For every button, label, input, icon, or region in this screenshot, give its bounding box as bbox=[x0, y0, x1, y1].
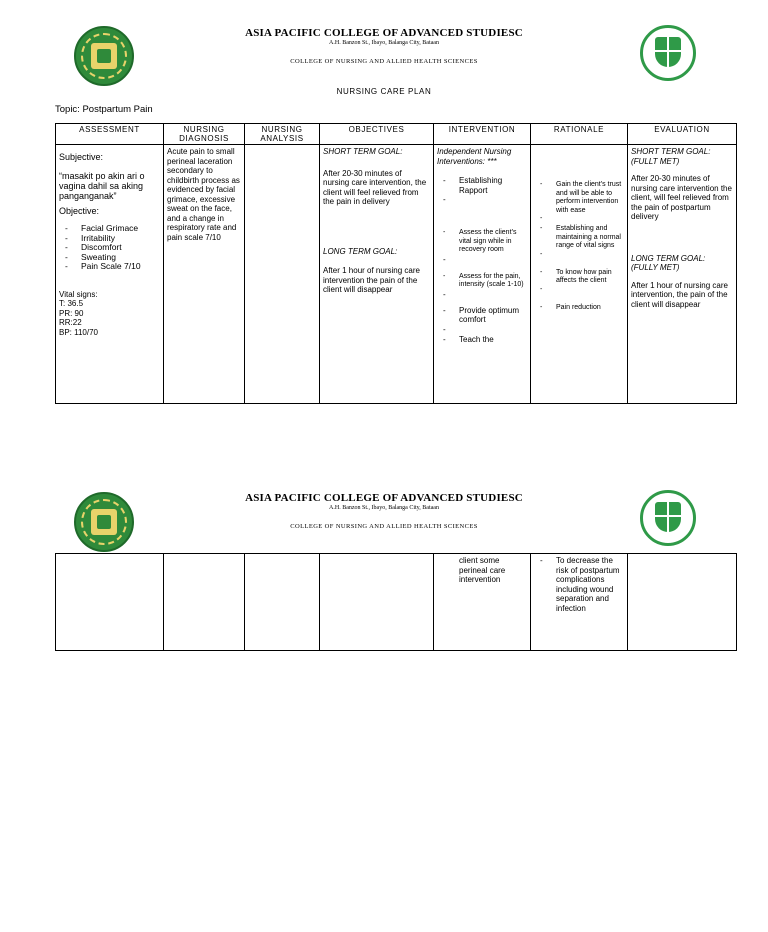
assessment-cell bbox=[56, 554, 164, 651]
vital-rr: RR:22 bbox=[59, 318, 82, 327]
list-item: - Establishing Rapport bbox=[437, 176, 527, 195]
list-item: - Assess for the pain, intensity (scale 1-10) bbox=[437, 273, 527, 290]
spacer bbox=[437, 325, 527, 335]
col-diagnosis: NURSING DIAGNOSIS bbox=[164, 124, 245, 145]
list-item: - Facial Grimace bbox=[59, 224, 160, 234]
evaluation-cell bbox=[628, 145, 737, 404]
college-name: COLLEGE OF NURSING AND ALLIED HEALTH SCIENCES bbox=[290, 58, 478, 65]
diagnosis-cell bbox=[164, 554, 245, 651]
rationale-list bbox=[534, 181, 624, 312]
spacer bbox=[437, 195, 527, 229]
eval-short-label: SHORT TERM GOAL: (FULLT MET) bbox=[631, 147, 711, 166]
list-item: - Teach the bbox=[437, 335, 527, 345]
care-plan-table bbox=[55, 123, 737, 404]
vitals-label: Vital signs: bbox=[59, 289, 98, 299]
eval-short-text: After 20-30 minutes of nursing care intervention the client, will feel relieved from the pain of postpartum delivery bbox=[631, 174, 732, 221]
plan-title: NURSING CARE PLAN bbox=[336, 87, 432, 96]
col-assessment: ASSESSMENT bbox=[56, 124, 164, 145]
vital-pr: PR: 90 bbox=[59, 308, 84, 318]
spacer bbox=[534, 215, 624, 225]
subjective-quote: “masakit po akin ari o vagina dahil sa aking panganganak” bbox=[59, 170, 145, 201]
eval-long-label: LONG TERM GOAL: (FULLY MET) bbox=[631, 253, 706, 272]
list-item: - To decrease the risk of postpartum complications including wound separation and infection bbox=[534, 556, 624, 613]
spacer bbox=[534, 251, 624, 269]
list-item: - Assess the client’s vital sign while in recovery room bbox=[437, 229, 527, 255]
list-item: - Discomfort bbox=[59, 243, 160, 253]
list-item: - Gain the client’s trust and will be able to perform intervention with ease bbox=[534, 181, 624, 215]
col-analysis: NURSING ANALYSIS bbox=[245, 124, 320, 145]
rationale-cell bbox=[531, 554, 628, 651]
intervention-continued: client some perineal care intervention bbox=[459, 556, 506, 584]
list-item: - Pain Scale 7/10 bbox=[59, 262, 160, 272]
analysis-cell bbox=[245, 554, 320, 651]
objectives-cell bbox=[320, 145, 434, 404]
list-item: - Provide optimum comfort bbox=[437, 306, 527, 325]
school-address: A.H. Banzon St., Ibayo, Balanga City, Bataan bbox=[329, 40, 439, 46]
evaluation-cell bbox=[628, 554, 737, 651]
list-item: - To know how pain affects the client bbox=[534, 269, 624, 286]
vital-temp: T: 36.5 bbox=[59, 299, 84, 308]
topic-label: Topic: Postpartum Pain bbox=[55, 104, 153, 115]
col-objectives: OBJECTIVES bbox=[320, 124, 434, 145]
spacer bbox=[534, 286, 624, 304]
list-item: - Establishing and maintaining a normal range of vital signs bbox=[534, 225, 624, 251]
school-name: ASIA PACIFIC COLLEGE OF ADVANCED STUDIESC bbox=[245, 492, 523, 504]
school-address: A.H. Banzon St., Ibayo, Balanga City, Bataan bbox=[329, 505, 439, 511]
long-term-goal-label: LONG TERM GOAL: bbox=[323, 246, 398, 256]
intervention-cell bbox=[434, 554, 531, 651]
care-plan-table-continued bbox=[55, 553, 737, 651]
page1-header bbox=[0, 27, 768, 46]
short-term-goal-text: After 20-30 minutes of nursing care intervention, the client will feel relieved from the pain in delivery bbox=[323, 168, 427, 206]
list-item: - Pain reduction bbox=[534, 304, 624, 313]
objective-label: Objective: bbox=[59, 205, 100, 216]
page2-header bbox=[0, 492, 768, 511]
col-intervention: INTERVENTION bbox=[434, 124, 531, 145]
list-item: - Sweating bbox=[59, 253, 160, 263]
intervention-cell bbox=[434, 145, 531, 404]
school-name: ASIA PACIFIC COLLEGE OF ADVANCED STUDIESC bbox=[245, 27, 523, 39]
subjective-label: Subjective: bbox=[59, 152, 104, 162]
diagnosis-cell: Acute pain to small perineal laceration secondary to childbirth process as evidenced by facial grimace, excessive sweat on the face, and a change in respiratory rate and pain scale 7/10 bbox=[164, 145, 245, 404]
eval-long-text: After 1 hour of nursing care intervention, the pain of the client will disappear bbox=[631, 280, 728, 309]
long-term-goal-text: After 1 hour of nursing care intervention the pain of the client will disappear bbox=[323, 266, 420, 294]
college-name: COLLEGE OF NURSING AND ALLIED HEALTH SCIENCES bbox=[290, 523, 478, 530]
col-rationale: RATIONALE bbox=[531, 124, 628, 145]
objective-list bbox=[59, 224, 160, 272]
rationale-list bbox=[534, 556, 624, 613]
spacer bbox=[437, 290, 527, 306]
objectives-cell bbox=[320, 554, 434, 651]
intervention-list bbox=[437, 176, 527, 344]
assessment-cell bbox=[56, 145, 164, 404]
list-item: - Irritability bbox=[59, 234, 160, 244]
intervention-heading: Independent Nursing Interventions: *** bbox=[437, 147, 512, 166]
vital-bp: BP: 110/70 bbox=[59, 327, 98, 337]
spacer bbox=[437, 255, 527, 273]
short-term-goal-label: SHORT TERM GOAL: bbox=[323, 147, 403, 156]
col-evaluation: EVALUATION bbox=[628, 124, 737, 145]
analysis-cell bbox=[245, 145, 320, 404]
rationale-cell bbox=[531, 145, 628, 404]
